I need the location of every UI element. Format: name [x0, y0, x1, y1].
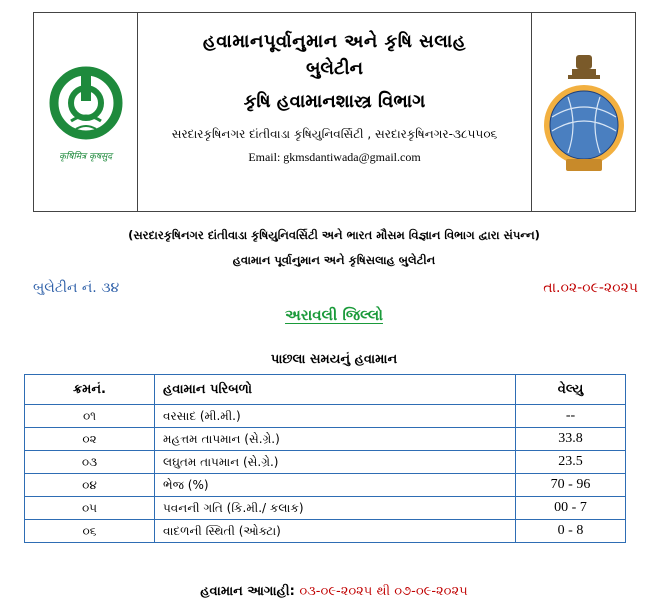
forecast-dates: ૦૩-૦૯-૨૦૨૫ થી ૦૭-૦૯-૨૦૨૫ [299, 584, 468, 599]
row-value: 33.8 [516, 428, 626, 451]
row-value: 70 - 96 [516, 474, 626, 497]
row-value: -- [516, 405, 626, 428]
table-row [25, 405, 626, 428]
column-header-no: ક્રમનં. [25, 375, 155, 405]
row-no: ૦૨ [25, 428, 155, 451]
title-line2: બુલેટીન [305, 58, 364, 79]
row-no: ૦૩ [25, 451, 155, 474]
district-title [0, 306, 668, 324]
table-row [25, 474, 626, 497]
column-header-param: હવામાન પરિબળો [155, 375, 516, 405]
forecast-heading [0, 584, 668, 599]
table-row [25, 520, 626, 543]
bulletin-subtitle: હવામાન પૂર્વાનુમાન અને કૃષિસલાહ બુલેટીન [232, 253, 436, 267]
row-no: ૦૪ [25, 474, 155, 497]
department-name: કૃષિ હવામાનશાસ્ત્ર વિભાગ [243, 91, 426, 112]
row-param: વાદળની સ્થિતી (ઓક્ટા) [155, 520, 516, 543]
row-no: ૦૧ [25, 405, 155, 428]
row-value: 23.5 [516, 451, 626, 474]
email-text: Email: gkmsdantiwada@gmail.com [248, 150, 421, 164]
header-text [138, 13, 531, 211]
column-header-value: વેલ્યુ [516, 375, 626, 405]
row-no: ૦૫ [25, 497, 155, 520]
row-param: ભેજ (%) [155, 474, 516, 497]
university-logo [34, 13, 138, 211]
imd-emblem-icon [538, 47, 630, 177]
imd-seal [531, 13, 635, 211]
row-no: ૦૬ [25, 520, 155, 543]
row-param: લઘુતમ તાપમાન (સે.ગ્રે.) [155, 451, 516, 474]
district-name: અરાવલી જિલ્લો [285, 306, 383, 324]
row-value: 00 - 7 [516, 497, 626, 520]
table-row [25, 497, 626, 520]
logo-caption: कृषिमित्र कृषसुद [59, 151, 112, 162]
collaboration-line: (સરદારકૃષિનગર દાંતીવાડા કૃષિયુનિવર્સિટી અને ભારત મૌસમ વિજ્ઞાન વિભાગ દ્વારા સંપન્ન) [128, 228, 540, 242]
title-line1: હવામાનપૂર્વાનુમાન અને કૃષિ સલાહ [202, 31, 467, 52]
address: સરદારકૃષિનગર દાંતીવાડા કૃષિયુનિવર્સિટી , સરદારકૃષિનગર-૩૮૫૫૦૬ [171, 127, 498, 141]
bulletin-number: બુલેટીન નં. ૩૪ [33, 280, 120, 296]
past-weather-title: પાછલા સમયનું હવામાન [270, 352, 398, 367]
forecast-label: હવામાન આગાહી: [200, 584, 295, 599]
table-header-row [25, 375, 626, 405]
header-box [33, 12, 636, 212]
row-param: વરસાદ (મી.મી.) [155, 405, 516, 428]
bulletin-date: તા.૦૨-૦૯-૨૦૨૫ [543, 280, 638, 296]
table-row [25, 451, 626, 474]
university-logo-icon [41, 63, 131, 153]
row-param: મહત્તમ તાપમાન (સે.ગ્રે.) [155, 428, 516, 451]
row-param: પવનની ગતિ (કિ.મી./ કલાક) [155, 497, 516, 520]
table-row [25, 428, 626, 451]
row-value: 0 - 8 [516, 520, 626, 543]
past-weather-table [24, 374, 626, 543]
